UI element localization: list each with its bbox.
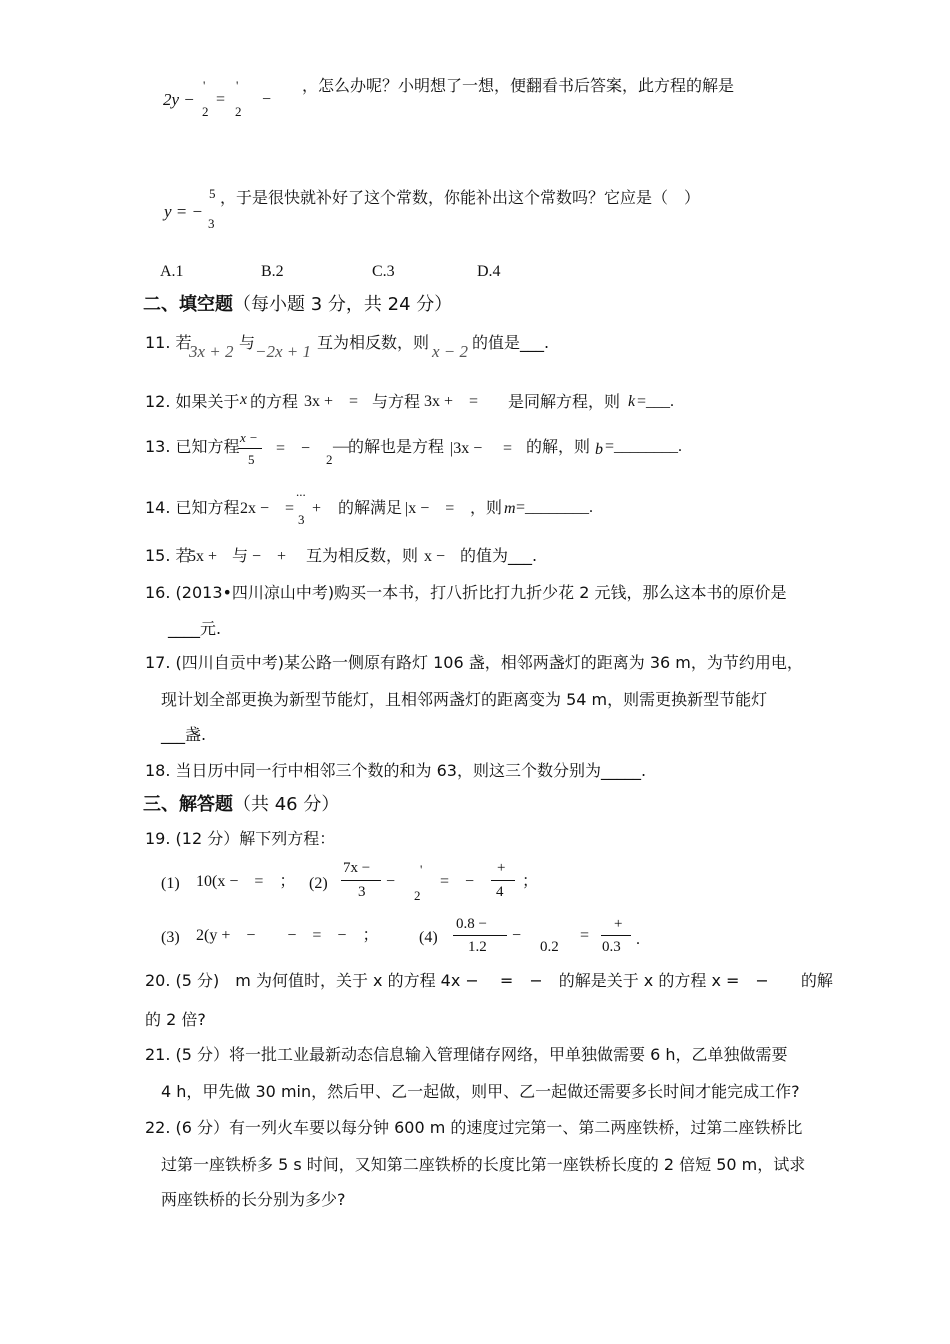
- section3-title: 三、解答题: [143, 794, 233, 815]
- q22-line3: 两座铁桥的长分别为多少?: [161, 1190, 346, 1209]
- q10-option-c: C.3: [372, 263, 395, 280]
- q13-end: =________.: [605, 438, 683, 455]
- q15-prefix: 15. 若: [145, 546, 192, 565]
- q19-p4-num3: +: [614, 916, 623, 932]
- q19-p2-num: 7x −: [343, 860, 371, 876]
- q10-frac1-num: ': [203, 78, 206, 93]
- q19-p4-den: 1.2: [468, 939, 487, 955]
- q13-frac-num: x −: [240, 430, 258, 445]
- q19-p4-eq: =: [580, 927, 590, 944]
- q10-solution-den: 3: [208, 216, 215, 231]
- q19-p3-expr: 2(y + − − = − ；: [196, 927, 379, 944]
- q22-line2: 过第一座铁桥多 5 s 时间，又知第二座铁桥的长度比第一座铁桥长度的 2 倍短 50 m，试求: [161, 1155, 806, 1174]
- q12-mid2: 与方程: [372, 392, 421, 411]
- q19-p2-frac-bar: [341, 880, 381, 881]
- q16-line2: ____元.: [168, 619, 222, 638]
- q19-p4-frac-bar: [453, 935, 507, 936]
- section3-heading: [143, 794, 339, 816]
- q17-line2: 现计划全部更换为新型节能灯，且相邻两盏灯的距离变为 54 m，则需更换新型节能灯: [161, 690, 768, 709]
- q10-option-d: D.4: [477, 263, 501, 280]
- q19-p4-minus: −: [512, 927, 522, 944]
- q13-den2: 2: [326, 452, 333, 467]
- q20-line1: 20. (5 分) m 为何值时，关于 x 的方程 4x − = − 的解是关于 x 的方程 x = − 的解: [145, 971, 833, 990]
- q14-m: m: [504, 500, 516, 517]
- q11-suffix: 的值是___.: [472, 333, 550, 352]
- q19-p1-expr: 10(x − = ；: [196, 873, 296, 890]
- q11-expr2: −2x + 1: [255, 342, 311, 361]
- q15-e3: x −: [424, 548, 446, 565]
- q15-e2: − +: [252, 548, 287, 565]
- q19-p2-frac3-bar: [491, 880, 515, 881]
- q16-line1: 16. (2013•四川凉山中考)购买一本书，打八折比打九折少花 2 元钱，那么这本书的原价是: [145, 583, 787, 602]
- q19-p4-end: .: [636, 931, 640, 948]
- q10-equation-lhs: 2y −: [163, 90, 195, 109]
- q15-e1: 5x +: [188, 548, 218, 565]
- q12-mid1: 的方程: [250, 392, 299, 411]
- q19-p2-den2: 2: [414, 888, 421, 903]
- q13-eq: =: [503, 440, 513, 457]
- q13-frac-den: 5: [248, 452, 255, 467]
- q13-text2: 的解，则: [526, 437, 591, 456]
- q10-frac2-num: ': [236, 78, 239, 93]
- q13-b: b: [595, 441, 603, 458]
- section2-heading: [143, 294, 452, 316]
- q14-end: =________.: [516, 499, 594, 516]
- q14-plus: +: [312, 500, 322, 517]
- q18-text: 18. 当日历中同一行中相邻三个数的和为 63，则这三个数分别为_____.: [145, 761, 647, 780]
- q12-prefix: 12. 如果关于: [145, 392, 240, 411]
- q15-suffix: 的值为___.: [460, 546, 538, 565]
- q17-line1: 17. (四川自贡中考)某公路一侧原有路灯 106 盏，相邻两盏灯的距离为 36 m，为节约用电，: [145, 653, 803, 672]
- q19-p4-frac3-bar: [601, 935, 631, 936]
- q10-option-b: B.2: [261, 263, 284, 280]
- q11-prefix: 11. 若: [145, 333, 192, 352]
- q20-line2: 的 2 倍?: [145, 1010, 206, 1029]
- q11-mid1: 与: [239, 333, 256, 352]
- q11-mid2: 互为相反数，则: [317, 333, 430, 352]
- q21-line2: 4 h，甲先做 30 min，然后甲、乙一起做，则甲、乙一起做还需要多长时间才能完成工作?: [161, 1082, 800, 1101]
- q14-eq1: 2x − =: [240, 500, 295, 517]
- q12-var-x: x: [240, 391, 248, 408]
- q10-solution-lhs: y = −: [164, 202, 203, 221]
- q13-frac-bar: [238, 448, 262, 449]
- q19-p4-num: 0.8 −: [456, 916, 487, 932]
- q14-text2: ，则: [470, 498, 503, 517]
- q12-eq2: 3x + =: [424, 393, 479, 410]
- q19-p2-den3: 4: [496, 884, 504, 900]
- q19-p2-minus: −: [386, 873, 396, 890]
- q21-line1: 21. (5 分）将一批工业最新动态信息输入管理储存网络，甲单独做需要 6 h，乙单独做需要: [145, 1045, 788, 1064]
- q10-solution-num: 5: [209, 186, 216, 201]
- q17-line3: ___盏.: [161, 725, 207, 744]
- section3-note: （共 46 分）: [233, 794, 340, 815]
- q10-equals: =: [216, 91, 226, 108]
- q13-text1: 的解也是方程: [348, 437, 445, 456]
- q11-expr3: x − 2: [432, 342, 469, 361]
- q14-prefix: 14. 已知方程: [145, 498, 240, 517]
- q19-p2-num2: ': [420, 862, 423, 877]
- q13-prefix: 13. 已知方程: [145, 437, 240, 456]
- q19-p4-den2: 0.2: [540, 939, 559, 955]
- section2-note: （每小题 3 分，共 24 分）: [233, 294, 453, 315]
- q19-head: 19. (12 分）解下列方程：: [145, 829, 336, 848]
- q19-p2-eq: = −: [440, 873, 475, 890]
- q10-line2-text: ，于是很快就补好了这个常数，你能补出这个常数吗？它应是（ ）: [220, 188, 701, 207]
- q14-abs: |x − =: [405, 500, 455, 517]
- q22-line1: 22. (6 分）有一列火车要以每分钟 600 m 的速度过完第一、第二两座铁桥，过第二座铁桥比: [145, 1118, 803, 1137]
- q10-option-a: A.1: [160, 263, 184, 280]
- q19-p2-den: 3: [358, 884, 366, 900]
- q19-p3-label: (3): [161, 929, 180, 946]
- q14-frac-den: 3: [298, 512, 305, 527]
- q12-suffix: 是同解方程，则: [508, 392, 621, 411]
- q19-p2-num3: +: [497, 860, 506, 876]
- q11-expr1: 3x + 2: [189, 342, 234, 361]
- q15-mid1: 与: [232, 546, 249, 565]
- q13-abs: |3x −: [450, 440, 483, 457]
- q10-frac1-den: 2: [202, 104, 209, 119]
- q19-p2-end: ；: [522, 873, 539, 890]
- q10-line1-text: ，怎么办呢？小明想了一想，便翻看书后答案，此方程的解是: [302, 76, 735, 95]
- q12-k: k: [628, 393, 636, 410]
- q10-equation-tail: −: [262, 91, 272, 108]
- q10-frac2-den: 2: [235, 104, 242, 119]
- q19-p1-label: (1): [161, 875, 180, 892]
- section2-title: 二、填空题: [143, 294, 233, 315]
- q13-mid: = −: [276, 440, 311, 457]
- q19-p4-label: (4): [419, 929, 438, 946]
- q12-eq1: 3x + =: [304, 393, 359, 410]
- q15-mid2: 互为相反数，则: [306, 546, 419, 565]
- q19-p2-label: (2): [309, 875, 328, 892]
- q13-dash: —: [333, 438, 349, 455]
- q19-p4-den3: 0.3: [602, 939, 621, 955]
- q12-end: =___.: [637, 393, 675, 410]
- q14-text1: 的解满足: [338, 498, 403, 517]
- q14-frac-num: ...: [296, 484, 306, 499]
